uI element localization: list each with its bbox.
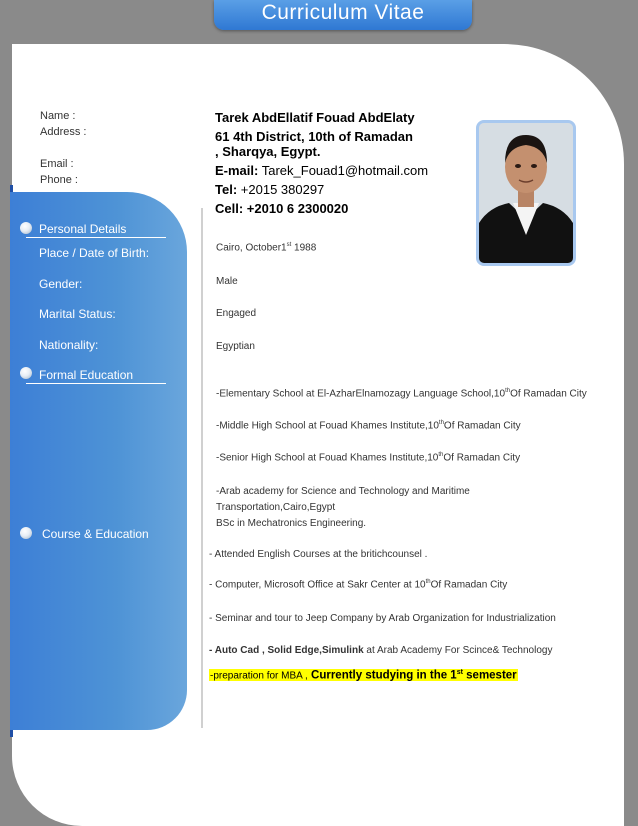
marital-value: Engaged (216, 308, 257, 319)
email-label: Email : (40, 158, 74, 170)
course-cad: - Auto Cad , Solid Edge,Simulink at Arab Academy For Scince& Technology (209, 645, 553, 656)
section-personal-details: Personal Details (26, 222, 166, 238)
section-formal-education: Formal Education (26, 368, 166, 384)
gender-value: Male (216, 276, 238, 287)
tel-value: +2015 380297 (240, 182, 325, 197)
course-seminar: - Seminar and tour to Jeep Company by Arab Organization for Industrialization (209, 613, 556, 624)
email-value: Tarek_Fouad1@hotmail.com (261, 163, 429, 178)
cv-title: Curriculum Vitae (214, 0, 472, 30)
cell-prefix: Cell: (215, 201, 244, 216)
birth-label: Place / Date of Birth: (39, 246, 150, 260)
education-degree: BSc in Mechatronics Engineering. (216, 518, 367, 529)
mba-highlight: -preparation for MBA , Currently studying in the 1st semester (210, 669, 517, 682)
address-label: Address : (40, 126, 87, 138)
address-line-1: 61 4th District, 10th of Ramadan (215, 129, 413, 144)
email-prefix: E-mail: (215, 163, 259, 178)
full-name: Tarek AbdEllatif Fouad AbdElaty (215, 110, 415, 125)
sidebar-panel (10, 192, 187, 730)
marital-label: Marital Status: (39, 307, 116, 321)
course-computer: - Computer, Microsoft Office at Sakr Center at 10thOf Ramadan City (209, 579, 508, 591)
birth-value: Cairo, October1st 1988 (216, 242, 317, 254)
course-english: - Attended English Courses at the britichcounsel . (209, 549, 428, 560)
section-course-education: Course & Education (42, 527, 149, 541)
name-label: Name : (40, 110, 76, 122)
divider-line (201, 208, 203, 728)
email-line (215, 163, 428, 178)
tel-line (215, 182, 324, 197)
education-middle: -Middle High School at Fouad Khames Institute,10thOf Ramadan City (216, 420, 521, 432)
address-line-2: , Sharqya, Egypt. (215, 144, 321, 159)
education-senior: -Senior High School at Fouad Khames Institute,10thOf Ramadan City (216, 452, 521, 464)
profile-photo (476, 120, 576, 266)
cell-line (215, 201, 348, 216)
nationality-label: Nationality: (39, 338, 99, 352)
gender-label: Gender: (39, 277, 83, 291)
education-elementary: -Elementary School at El-AzharElnamozagy Language School,10thOf Ramadan City (216, 388, 587, 400)
education-university-line2: Transportation,Cairo,Egypt (216, 502, 336, 513)
cell-value: +2010 6 2300020 (246, 201, 349, 216)
nationality-value: Egyptian (216, 341, 255, 352)
phone-label: Phone : (40, 174, 78, 186)
tel-prefix: Tel: (215, 182, 238, 197)
section-bullet-icon (20, 527, 32, 539)
education-university-line1: -Arab academy for Science and Technology and Maritime (216, 486, 470, 497)
